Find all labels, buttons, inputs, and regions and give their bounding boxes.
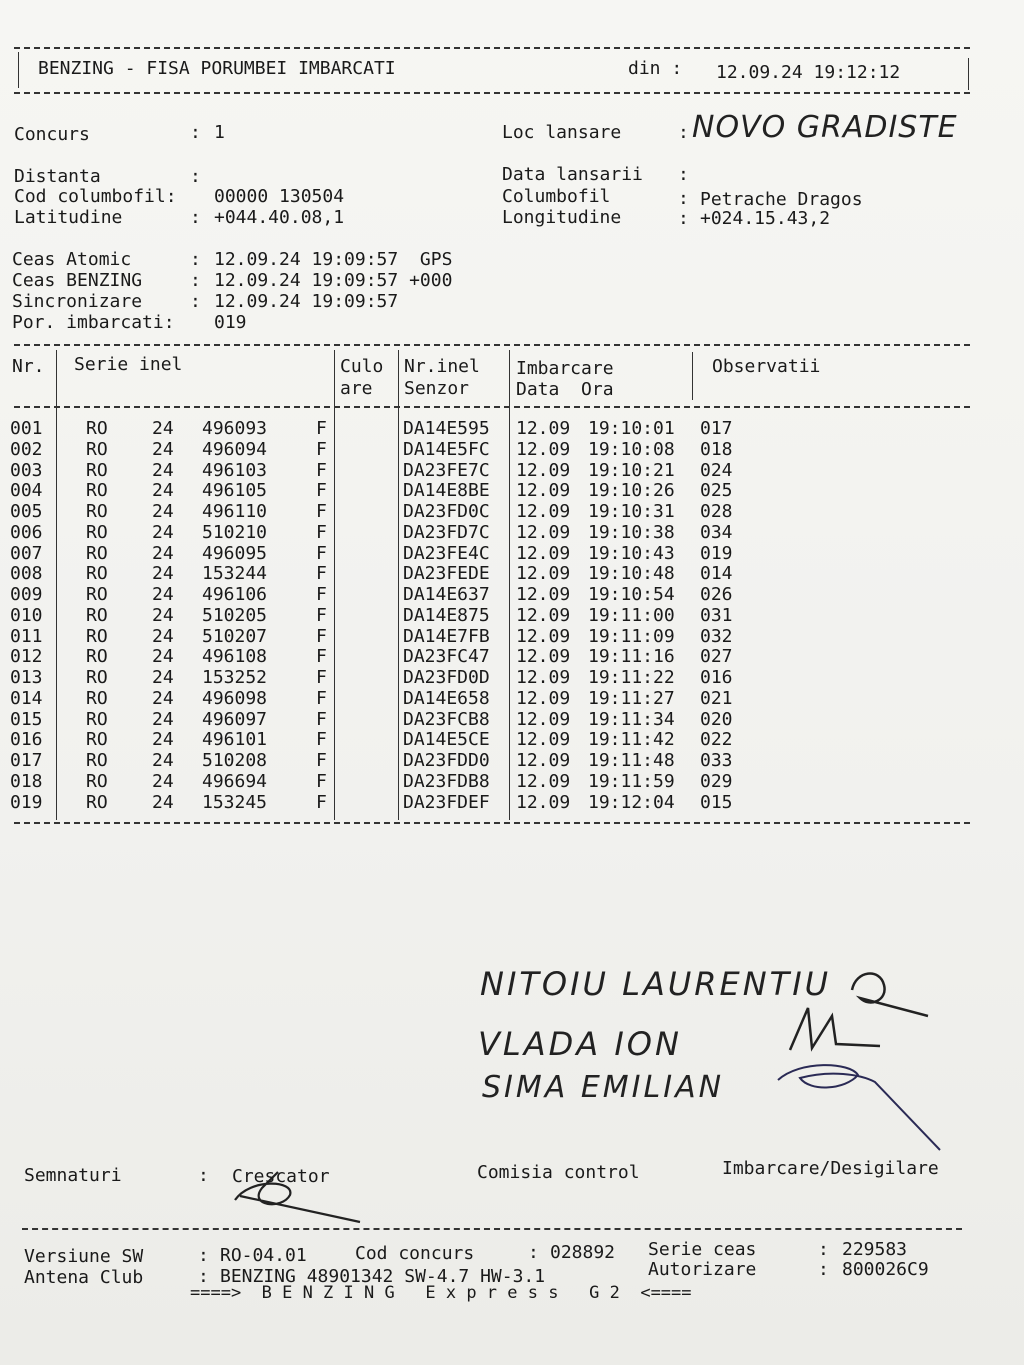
- cell-ora: 19:10:31: [588, 501, 675, 522]
- cell-inel: 496097: [202, 708, 268, 730]
- loc-lansare-value: NOVO GRADISTE: [692, 110, 958, 145]
- cell-senzor: DA23FC47: [403, 646, 490, 668]
- table-row: [0, 480, 1024, 501]
- por-imbarcati-value: 019: [214, 312, 247, 333]
- cell-obs: 021: [700, 687, 733, 709]
- cell-obs: 029: [700, 770, 733, 792]
- cell-an: 24: [152, 563, 174, 585]
- cell-ora: 19:10:01: [588, 418, 675, 439]
- header-title: BENZING - FISA PORUMBEI IMBARCATI: [38, 58, 396, 79]
- cell-obs: 034: [700, 521, 733, 543]
- table-row: [0, 439, 1024, 460]
- col-header-culoare-2: are: [340, 378, 373, 399]
- cell-inel: 496094: [202, 438, 268, 460]
- cell-an: 24: [152, 791, 174, 813]
- header-date-value: 12.09.24 19:12:12: [716, 62, 901, 83]
- cell-obs: 019: [700, 542, 733, 564]
- cell-ora: 19:10:21: [588, 459, 675, 481]
- cell-an: 24: [152, 729, 174, 751]
- cell-obs: 033: [700, 750, 733, 771]
- cell-culoare: F: [316, 563, 327, 585]
- comisia-control-label: Comisia control: [477, 1162, 640, 1183]
- sincronizare-value: 12.09.24 19:09:57: [214, 291, 399, 312]
- cell-tara: RO: [86, 791, 108, 813]
- loc-lansare-colon: :: [678, 122, 689, 143]
- cell-nr: 003: [10, 459, 43, 481]
- loc-lansare-label: Loc lansare: [502, 122, 622, 143]
- cell-data: 12.09: [516, 729, 571, 751]
- cell-obs: 014: [700, 563, 733, 585]
- cell-culoare: F: [316, 791, 327, 813]
- cell-data: 12.09: [516, 521, 571, 543]
- cell-obs: 015: [700, 791, 733, 813]
- cell-nr: 018: [10, 770, 43, 792]
- cell-data: 12.09: [516, 770, 571, 792]
- cell-senzor: DA23FE4C: [403, 542, 490, 564]
- cell-nr: 008: [10, 563, 43, 585]
- cell-tara: RO: [86, 418, 108, 439]
- versiune-value: RO-04.01: [220, 1245, 307, 1266]
- cell-culoare: F: [316, 708, 327, 730]
- handwritten-name-1: NITOIU LAURENTIU: [480, 965, 832, 1003]
- cell-culoare: F: [316, 438, 327, 460]
- table-row: [0, 729, 1024, 750]
- table-row: [0, 543, 1024, 564]
- cell-nr: 012: [10, 646, 43, 668]
- cell-an: 24: [152, 604, 174, 626]
- cod-concurs-colon: :: [528, 1242, 539, 1263]
- table-row: [0, 792, 1024, 813]
- cell-an: 24: [152, 625, 174, 647]
- cell-an: 24: [152, 418, 174, 439]
- cell-culoare: F: [316, 459, 327, 481]
- cell-obs: 016: [700, 667, 733, 688]
- cell-an: 24: [152, 687, 174, 709]
- handwritten-name-3: SIMA EMILIAN: [482, 1070, 725, 1105]
- concurs-label: Concurs: [14, 124, 90, 145]
- cell-obs: 028: [700, 501, 733, 522]
- table-body: [0, 418, 1024, 818]
- cell-inel: 496098: [202, 687, 268, 709]
- cell-senzor: DA23FDEF: [403, 791, 490, 813]
- table-row: [0, 522, 1024, 543]
- table-row: [0, 584, 1024, 605]
- versiune-label: Versiune SW: [24, 1246, 144, 1267]
- cell-an: 24: [152, 438, 174, 460]
- cell-tara: RO: [86, 438, 108, 460]
- cell-nr: 005: [10, 501, 43, 522]
- cell-culoare: F: [316, 770, 327, 792]
- ceas-atomic-value: 12.09.24 19:09:57 GPS: [214, 249, 453, 270]
- table-header-rule: [14, 406, 970, 408]
- cell-senzor: DA23FD0D: [403, 667, 490, 688]
- table-row: [0, 667, 1024, 688]
- cod-columbofil-label: Cod columbofil:: [14, 186, 177, 207]
- cell-culoare: F: [316, 584, 327, 605]
- cell-tara: RO: [86, 604, 108, 626]
- cell-ora: 19:11:42: [588, 729, 675, 751]
- cell-an: 24: [152, 501, 174, 522]
- cell-ora: 19:11:16: [588, 646, 675, 668]
- cell-tara: RO: [86, 521, 108, 543]
- signature-mark-3: [778, 1065, 940, 1150]
- cell-culoare: F: [316, 667, 327, 688]
- table-sep-observatii: [692, 352, 693, 400]
- ceas-atomic-label: Ceas Atomic: [12, 249, 132, 270]
- autorizare-colon: :: [818, 1259, 829, 1280]
- cell-inel: 153252: [202, 667, 268, 688]
- cell-an: 24: [152, 480, 174, 502]
- col-header-serie: Serie inel: [74, 354, 183, 375]
- antena-club-colon: :: [198, 1266, 209, 1287]
- cell-inel: 496105: [202, 480, 268, 502]
- cell-tara: RO: [86, 480, 108, 502]
- cell-data: 12.09: [516, 584, 571, 605]
- cell-inel: 510210: [202, 521, 268, 543]
- col-header-nr: Nr.: [12, 356, 45, 377]
- cell-tara: RO: [86, 584, 108, 605]
- cell-senzor: DA14E637: [403, 584, 490, 605]
- cell-culoare: F: [316, 604, 327, 626]
- cell-culoare: F: [316, 625, 327, 647]
- columbofil-colon: :: [678, 188, 689, 209]
- cell-nr: 014: [10, 687, 43, 709]
- cell-ora: 19:11:59: [588, 770, 675, 792]
- distanta-label: Distanta: [14, 166, 101, 187]
- cell-tara: RO: [86, 501, 108, 522]
- cell-an: 24: [152, 646, 174, 668]
- cod-concurs-value: 028892: [550, 1242, 616, 1263]
- cell-nr: 001: [10, 418, 43, 439]
- cell-tara: RO: [86, 687, 108, 709]
- cell-senzor: DA23FEDE: [403, 563, 490, 585]
- cell-nr: 004: [10, 480, 43, 502]
- serie-ceas-value: 229583: [842, 1239, 908, 1260]
- cell-ora: 19:10:38: [588, 521, 675, 543]
- cell-obs: 026: [700, 584, 733, 605]
- cell-data: 12.09: [516, 480, 571, 502]
- cell-nr: 016: [10, 729, 43, 751]
- por-imbarcati-label: Por. imbarcati:: [12, 312, 175, 333]
- header-bottom-rule: [14, 92, 970, 94]
- cell-senzor: DA23FD0C: [403, 501, 490, 522]
- sincronizare-label: Sincronizare: [12, 291, 143, 312]
- table-row: [0, 501, 1024, 522]
- semnaturi-label: Semnaturi: [24, 1165, 122, 1186]
- cell-nr: 013: [10, 667, 43, 688]
- cell-inel: 510207: [202, 625, 268, 647]
- versiune-colon: :: [198, 1245, 209, 1266]
- cell-senzor: DA14E658: [403, 687, 490, 709]
- cell-nr: 002: [10, 438, 43, 460]
- cell-data: 12.09: [516, 501, 571, 522]
- antena-club-label: Antena Club: [24, 1267, 144, 1288]
- cell-data: 12.09: [516, 604, 571, 626]
- concurs-value: 1: [214, 122, 225, 143]
- cell-senzor: DA23FDB8: [403, 770, 490, 792]
- cell-nr: 015: [10, 708, 43, 730]
- cell-data: 12.09: [516, 646, 571, 668]
- cell-data: 12.09: [516, 418, 571, 439]
- table-row: [0, 646, 1024, 667]
- data-lansarii-label: Data lansarii: [502, 164, 643, 185]
- cell-an: 24: [152, 750, 174, 771]
- cell-nr: 010: [10, 604, 43, 626]
- cell-inel: 496106: [202, 584, 268, 605]
- cell-data: 12.09: [516, 438, 571, 460]
- antena-club-value: BENZING 48901342 SW-4.7 HW-3.1: [220, 1266, 546, 1287]
- cell-obs: 032: [700, 625, 733, 647]
- table-row: [0, 626, 1024, 647]
- cell-culoare: F: [316, 750, 327, 771]
- cell-ora: 19:10:43: [588, 542, 675, 564]
- cell-culoare: F: [316, 480, 327, 502]
- serie-ceas-colon: :: [818, 1239, 829, 1260]
- cell-data: 12.09: [516, 708, 571, 730]
- cell-ora: 19:11:27: [588, 687, 675, 709]
- cell-inel: 496103: [202, 459, 268, 481]
- cell-nr: 007: [10, 542, 43, 564]
- cell-obs: 027: [700, 646, 733, 668]
- cell-ora: 19:10:26: [588, 480, 675, 502]
- cell-senzor: DA14E595: [403, 418, 490, 439]
- cell-data: 12.09: [516, 542, 571, 564]
- cell-obs: 031: [700, 604, 733, 626]
- cell-an: 24: [152, 770, 174, 792]
- cell-nr: 017: [10, 750, 43, 771]
- cell-culoare: F: [316, 687, 327, 709]
- cell-inel: 496110: [202, 501, 268, 522]
- cod-columbofil-value: 00000 130504: [214, 186, 345, 207]
- cell-inel: 496093: [202, 418, 268, 439]
- data-lansarii-colon: :: [678, 164, 689, 185]
- cell-culoare: F: [316, 418, 327, 439]
- ceas-benzing-value: 12.09.24 19:09:57 +000: [214, 270, 453, 291]
- cell-tara: RO: [86, 542, 108, 564]
- cell-senzor: DA23FE7C: [403, 459, 490, 481]
- col-header-nrinel-1: Nr.inel: [404, 356, 480, 377]
- cell-obs: 020: [700, 708, 733, 730]
- semnaturi-colon: :: [198, 1165, 209, 1186]
- cell-obs: 022: [700, 729, 733, 751]
- cell-an: 24: [152, 667, 174, 688]
- signature-mark-2: [790, 1008, 880, 1050]
- cell-culoare: F: [316, 521, 327, 543]
- latitudine-value: +044.40.08,1: [214, 207, 345, 228]
- cell-tara: RO: [86, 729, 108, 751]
- cell-obs: 017: [700, 418, 733, 439]
- cell-data: 12.09: [516, 459, 571, 481]
- autorizare-label: Autorizare: [648, 1259, 757, 1280]
- cell-inel: 510208: [202, 750, 268, 771]
- col-header-imbarcare-1: Imbarcare: [516, 358, 614, 379]
- cell-an: 24: [152, 708, 174, 730]
- latitudine-colon: :: [190, 207, 201, 228]
- cell-tara: RO: [86, 625, 108, 647]
- cell-tara: RO: [86, 459, 108, 481]
- cell-ora: 19:11:22: [588, 667, 675, 688]
- benzing-banner: ====> B E N Z I N G E x p r e s s G 2 <====: [190, 1283, 692, 1303]
- imbarcare-desigilare-label: Imbarcare/Desigilare: [722, 1158, 939, 1179]
- signature-mark-1: [852, 974, 928, 1016]
- cell-obs: 025: [700, 480, 733, 502]
- cell-ora: 19:10:54: [588, 584, 675, 605]
- cell-ora: 19:11:09: [588, 625, 675, 647]
- autorizare-value: 800026C9: [842, 1259, 929, 1280]
- cell-ora: 19:11:48: [588, 750, 675, 771]
- cell-inel: 496108: [202, 646, 268, 668]
- cell-ora: 19:11:00: [588, 604, 675, 626]
- concurs-colon: :: [190, 122, 212, 143]
- cod-concurs-label: Cod concurs: [355, 1243, 475, 1264]
- cell-inel: 510205: [202, 604, 268, 626]
- cell-senzor: DA23FD7C: [403, 521, 490, 543]
- longitudine-colon: :: [678, 208, 689, 229]
- cell-an: 24: [152, 459, 174, 481]
- cell-data: 12.09: [516, 687, 571, 709]
- cell-senzor: DA14E8BE: [403, 480, 490, 502]
- cell-an: 24: [152, 521, 174, 543]
- cell-an: 24: [152, 584, 174, 605]
- cell-data: 12.09: [516, 791, 571, 813]
- cell-ora: 19:10:08: [588, 438, 675, 460]
- handwritten-name-2: VLADA ION: [478, 1025, 682, 1063]
- cell-senzor: DA14E5CE: [403, 729, 490, 751]
- cell-nr: 011: [10, 625, 43, 647]
- cell-senzor: DA23FDD0: [403, 750, 490, 771]
- table-row: [0, 418, 1024, 439]
- ceas-atomic-colon: :: [190, 249, 201, 270]
- cell-senzor: DA14E7FB: [403, 625, 490, 647]
- longitudine-label: Longitudine: [502, 207, 622, 228]
- cell-data: 12.09: [516, 625, 571, 647]
- header-right-border: [968, 58, 969, 90]
- cell-inel: 496101: [202, 729, 268, 751]
- cell-ora: 19:11:34: [588, 708, 675, 730]
- cell-culoare: F: [316, 729, 327, 751]
- table-top-rule: [14, 344, 970, 346]
- cell-ora: 19:12:04: [588, 791, 675, 813]
- cell-inel: 153244: [202, 563, 268, 585]
- col-header-nrinel-2: Senzor: [404, 378, 470, 399]
- col-header-imbarcare-2: Data Ora: [516, 379, 614, 400]
- ceas-benzing-label: Ceas BENZING: [12, 270, 143, 291]
- table-row: [0, 771, 1024, 792]
- cell-data: 12.09: [516, 667, 571, 688]
- header-left-border: [18, 52, 19, 88]
- ceas-benzing-colon: :: [190, 270, 201, 291]
- table-bottom-rule: [14, 822, 970, 824]
- columbofil-label: Columbofil: [502, 186, 611, 207]
- cell-obs: 018: [700, 438, 733, 460]
- cell-tara: RO: [86, 646, 108, 668]
- cell-culoare: F: [316, 501, 327, 522]
- cell-nr: 009: [10, 584, 43, 605]
- cell-senzor: DA14E5FC: [403, 438, 490, 460]
- cell-tara: RO: [86, 750, 108, 771]
- columbofil-value: Petrache Dragos: [700, 189, 863, 210]
- serie-ceas-label: Serie ceas: [648, 1239, 757, 1260]
- cell-tara: RO: [86, 667, 108, 688]
- cell-obs: 024: [700, 459, 733, 481]
- col-header-observatii: Observatii: [712, 356, 821, 377]
- crescator-label: Crescator: [232, 1166, 330, 1187]
- cell-inel: 496694: [202, 770, 268, 792]
- latitudine-label: Latitudine: [14, 207, 123, 228]
- cell-inel: 153245: [202, 791, 268, 813]
- cell-an: 24: [152, 542, 174, 564]
- cell-nr: 019: [10, 791, 43, 813]
- cell-ora: 19:10:48: [588, 563, 675, 585]
- table-row: [0, 460, 1024, 481]
- table-row: [0, 605, 1024, 626]
- table-row: [0, 688, 1024, 709]
- sincronizare-colon: :: [190, 291, 201, 312]
- cell-senzor: DA23FCB8: [403, 708, 490, 730]
- footer-rule: [22, 1228, 962, 1230]
- cell-inel: 496095: [202, 542, 268, 564]
- cell-data: 12.09: [516, 750, 571, 771]
- cell-tara: RO: [86, 563, 108, 585]
- header-top-rule: [14, 47, 970, 49]
- header-date-label: din :: [628, 58, 683, 79]
- cell-senzor: DA14E875: [403, 604, 490, 626]
- col-header-culoare-1: Culo: [340, 356, 384, 377]
- cell-culoare: F: [316, 646, 327, 668]
- table-row: [0, 709, 1024, 730]
- table-row: [0, 563, 1024, 584]
- cell-culoare: F: [316, 542, 327, 564]
- cell-nr: 006: [10, 521, 43, 543]
- cell-tara: RO: [86, 770, 108, 792]
- cell-data: 12.09: [516, 563, 571, 585]
- cell-tara: RO: [86, 708, 108, 730]
- table-row: [0, 750, 1024, 771]
- longitudine-value: +024.15.43,2: [700, 208, 831, 229]
- distanta-colon: :: [190, 166, 201, 187]
